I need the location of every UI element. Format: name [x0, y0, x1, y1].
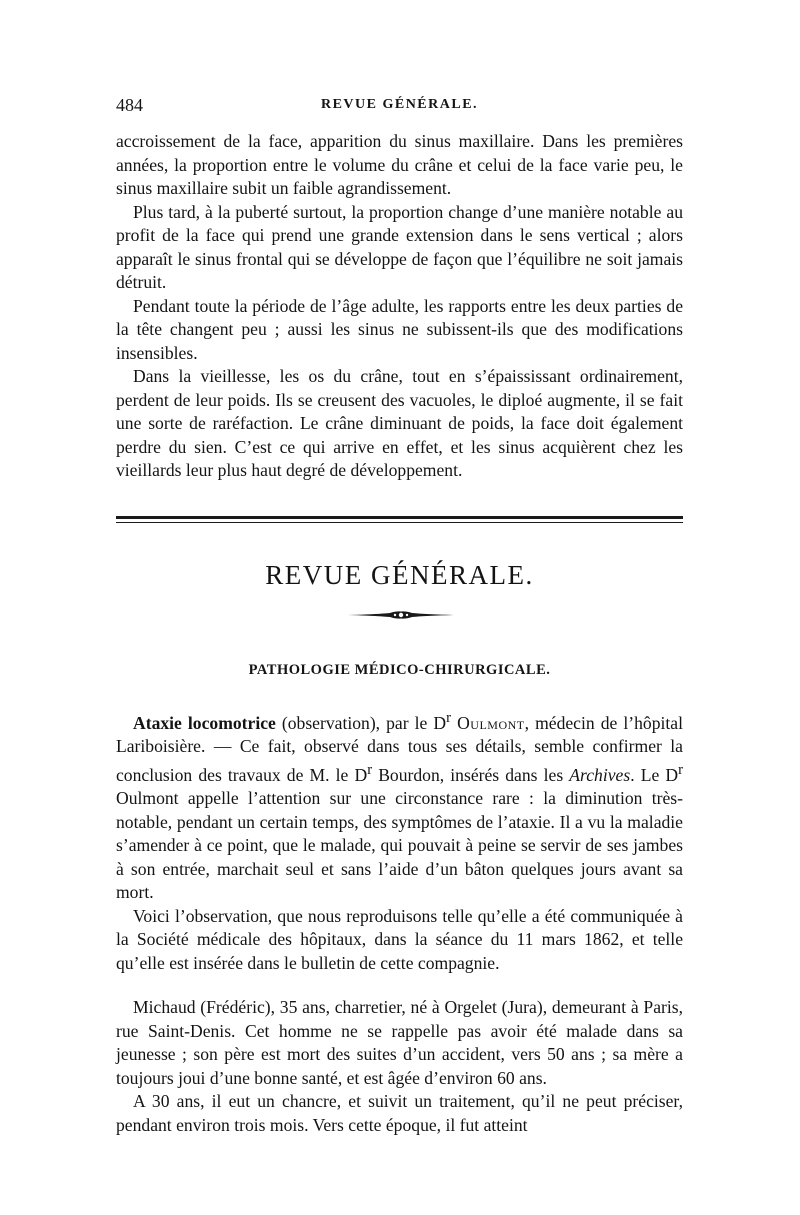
text-run: Oulmont appelle l’attention sur une circonstance rare : la diminution très-notable, pendant un certain temps, des symptômes de l’ataxie. Il a vu la maladie s’amender à ce point, que le malade, qui pouvait à peine se servir de ses jambes à son entrée, marchait seul et sans l’aide d’un bâton quelques jours avant sa mort. [116, 788, 683, 903]
paragraph: Plus tard, à la puberté surtout, la proportion change d’une manière notable au profit de la face qui prend une grande extension dans le sens vertical ; alors apparaît le sinus frontal qui se développe de façon que l’équilibre ne soit jamais détruit. [116, 201, 683, 292]
continued-text [116, 130, 683, 483]
journal-title: Archives [569, 764, 631, 785]
text-run: , médecin de l’hôpital Lariboisière. — Ce fait, observé dans tous ses détails, semble confirmer la conclusion des travaux de M. le D [116, 712, 683, 785]
paragraph: Pendant toute la période de l’âge adulte, les rapports entre les deux parties de la tête changent peu ; aussi les sinus ne subissent-ils que des modifications insensibles. [116, 295, 683, 363]
author-name: Oulmont [457, 712, 525, 733]
text-run: (observation), par le D [275, 712, 447, 733]
case-report [116, 996, 683, 1137]
section-rule-thin [116, 522, 683, 523]
case-paragraph: Michaud (Frédéric), 35 ans, charretier, né à Orgelet (Jura), demeurant à Paris, rue Saint-Denis. Cet homme ne se rappelle pas avoir été malade dans sa jeunesse ; son père est mort des suites d’un accident, vers 50 ans ; sa mère a toujours joui d’une bonne santé, et est âgée d’environ 60 ans. [116, 997, 683, 1088]
section-title: REVUE GÉNÉRALE. [265, 560, 534, 590]
text-run: . Le D [630, 764, 679, 785]
ornament-divider-icon [346, 608, 456, 622]
page-number: 484 [116, 95, 143, 115]
case-paragraph: A 30 ans, il eut un chancre, et suivit un traitement, qu’il ne peut préciser, pendant environ trois mois. Vers cette époque, il fut atteint [116, 1091, 683, 1135]
paragraph: Dans la vieillesse, les os du crâne, tout en s’épaississant ordinairement, perdent de leur poids. Ils se creusent des vacuoles, le diploé augmente, il se fait une sorte de raréfaction. Le crâne diminuant de poids, la face doit également perdre du sien. C’est ce qui arrive en effet, et les sinus acquièrent chez les vieillards leur plus haut degré de développement. [116, 366, 683, 480]
section-rule-thick [116, 516, 683, 519]
article-paragraph [116, 707, 683, 905]
text-run: Bourdon, insérés dans les [372, 764, 570, 785]
article-ataxie [116, 707, 683, 975]
superscript: r [678, 761, 683, 778]
running-head [116, 95, 683, 119]
superscript: r [446, 710, 452, 726]
article-lead: Ataxie locomotrice [133, 712, 276, 733]
article-paragraph: Voici l’observation, que nous reproduisons telle qu’elle a été communiquée à la Société médicale des hôpitaux, dans la séance du 11 mars 1862, et telle qu’elle est insérée dans le bulletin de cette compagnie. [116, 905, 683, 973]
running-title: REVUE GÉNÉRALE. [320, 97, 479, 112]
subsection-title: PATHOLOGIE MÉDICO-CHIRURGICALE. [248, 662, 551, 678]
superscript: r [367, 761, 373, 778]
paragraph: accroissement de la face, apparition du sinus maxillaire. Dans les premières années, la proportion entre le volume du crâne et celui de la face varie peu, le sinus maxillaire subit un faible agrandissement. [116, 131, 683, 198]
